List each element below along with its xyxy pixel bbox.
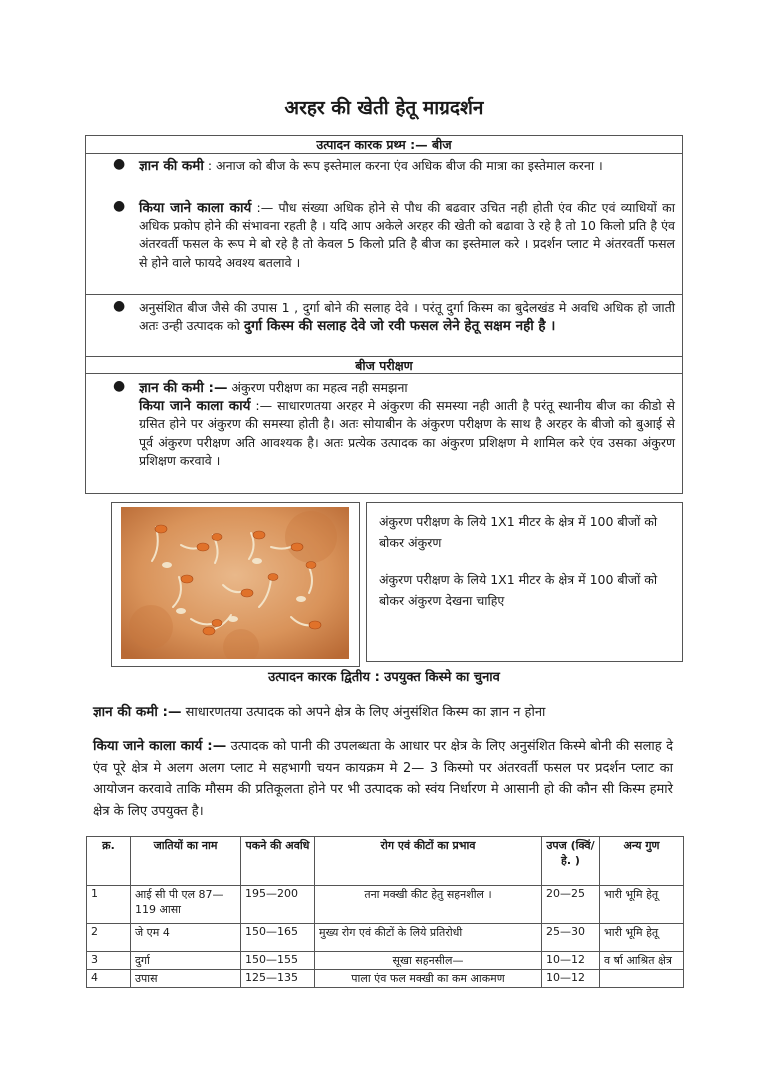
variety-gap-text: साधारणतया उत्पादक को अपने क्षेत्र के लिए अंनुसंशित किस्म का ज्ञान न होना (181, 705, 546, 720)
cell-pest: मुख्य रोग एवं कीटों के लिये प्रतिरोधी (315, 924, 542, 952)
caption-line-1: अंकुरण परीक्षण के लिये 1X1 मीटर के क्षेत्र में 100 बीजों को बोकर अंकुरण (379, 514, 658, 550)
cell-duration: 150—165 (241, 924, 315, 952)
germination-action-label: किया जाने काला कार्य (139, 398, 251, 415)
variety-action (93, 736, 673, 822)
cell-duration: 195—200 (241, 886, 315, 924)
germination-action-text: :— साधारणतया अरहर मे अंकुरण की समस्या नही आती है परंतू स्थानीय बीज का कीडो से ग्रसित होने पर अंकुरण की समस्या होती है। अतः सोयाबीन के अंकुरण परीक्षण के साथ है अरहर के बीजो को बुआई से पूर्व अंकुरण परीक्षण अति आवश्यक है। अतः प्रत्येक उत्पादक का अंकुरण प्रशिक्षण मे शामिल करे एंव उसका अंकुरण प्रशिक्षण करवावे । (139, 398, 675, 468)
bullet-icon: ● (113, 198, 126, 214)
cell-other: भारी भूमि हेतू (600, 886, 684, 924)
cell-yield: 10—12 (542, 970, 600, 988)
col-header-yield: उपज (क्विं/हे. ) (542, 837, 600, 886)
cell-duration: 150—155 (241, 952, 315, 970)
col-header-serial: क्र. (87, 837, 131, 886)
cell-pest: सूखा सहनसील— (315, 952, 542, 970)
cell-other: भारी भूमि हेतू (600, 924, 684, 952)
section1-header: उत्पादन कारक प्रथ्म :— बीज (86, 136, 682, 154)
page-title: अरहर की खेती हेतू माग्रदर्शन (284, 97, 484, 119)
bullet-icon: ● (113, 378, 126, 394)
col-header-duration: पकने की अवधि (241, 837, 315, 886)
table-row (87, 952, 684, 970)
action-text: :— पौध संख्या अधिक होने से पौध की बढवार उचित नही होती एंव कीट एवं व्याधियों का अधिक प्रकोप होने की संभावना रहती है । यदि आप अकेले अरहर की खेती को बढावा उे रहे है तो 10 किलो प्रति है एंव अंतरवर्ती फसल के रूप मे बो रहे है तो केवल 5 किलो प्रति है बीज का इस्तेमाल करे । प्रदर्शन प्लाट मे अंतरवर्ती फसल से होने वाले फायदे अवश्य बतलावे । (139, 200, 675, 270)
seed-section-box (85, 135, 683, 494)
cell-variety: दुर्गा (131, 952, 241, 970)
cell-yield: 25—30 (542, 924, 600, 952)
section2-header: बीज परीक्षण (86, 356, 682, 374)
cell-other: व र्षा आश्रित क्षेत्र (600, 952, 684, 970)
cell-serial: 1 (87, 886, 131, 924)
table-row (87, 886, 684, 924)
variety-action-label: किया जाने काला कार्य :— (93, 738, 227, 754)
germination-item (139, 379, 675, 470)
col-header-variety: जातियों का नाम (131, 837, 241, 886)
cell-pest: पाला एंव फल मक्खी का कम आकमण (315, 970, 542, 988)
divider (86, 294, 682, 295)
cell-duration: 125—135 (241, 970, 315, 988)
cell-pest: तना मक्खी कीट हेतु सहनशील । (315, 886, 542, 924)
cell-variety: उपास (131, 970, 241, 988)
col-header-pest: रोग एवं कीटों का प्रभाव (315, 837, 542, 886)
cell-serial: 3 (87, 952, 131, 970)
caption-line-2: अंकुरण परीक्षण के लिये 1X1 मीटर के क्षेत्र में 100 बीजों को बोकर अंकुरण देखना चाहिए (379, 572, 658, 608)
recommended-seed-item (139, 299, 675, 335)
variety-gap-label: ज्ञान की कमी :— (93, 704, 182, 720)
bullet-icon: ● (113, 298, 126, 314)
caption-box (366, 502, 683, 662)
knowledge-gap-item (139, 157, 675, 175)
bullet-icon: ● (113, 156, 126, 172)
col-header-other: अन्य गुण (600, 837, 684, 886)
table-row (87, 970, 684, 988)
cell-serial: 4 (87, 970, 131, 988)
knowledge-gap-label: ज्ञान की कमी (139, 158, 204, 174)
germination-gap-label: ज्ञान की कमी :— (139, 380, 228, 396)
table-row (87, 924, 684, 952)
knowledge-gap-text: : अनाज को बीज के रूप इस्तेमाल करना एंव अधिक बीज की मात्रा का इस्तेमाल करना । (203, 158, 603, 173)
cell-variety: जे एम 4 (131, 924, 241, 952)
varieties-table (86, 836, 684, 988)
recommended-seed-text: अनुसंशित बीज जैसे की उपास 1 , दुर्गा बोने की सलाह देवे । परंतू दुर्गा किस्म का बुदेलखंड मे अवधि अधिक हो जाती अतः उन्ही उत्पादक को (139, 300, 675, 334)
action-label: किया जाने काला कार्य (139, 200, 252, 216)
germination-photo (121, 507, 349, 659)
cell-yield: 20—25 (542, 886, 600, 924)
variety-action-text: उत्पादक को पानी की उपलब्धता के आधार पर क्षेत्र के लिए अनुसंशित किस्मे बोनी की सलाह दे एंव पूरे क्षेत्र मे अलग अलग प्लाट मे सहभागी चयन कायक्रम मे 2— 3 किस्मो पर अंतरवर्ती फसल पर प्रदर्शन प्लाट का आयोजन करवावे ताकि मौसम की प्रतिकूलता होने पर भी उत्पादक को स्वंय निर्धारण मे आसानी हो की कौन सी किस्म हमारे क्षेत्र के लिए उपयुक्त है। (93, 739, 673, 819)
cell-serial: 2 (87, 924, 131, 952)
cell-variety: आई सी पी एल 87—119 आसा (131, 886, 241, 924)
table-header-row (87, 837, 684, 886)
cell-yield: 10—12 (542, 952, 600, 970)
section3-header: उत्पादन कारक द्वितीय : उपयुक्त किस्मे का चुनाव (268, 670, 500, 685)
recommended-seed-bold: दुर्गा किस्म की सलाह देवे जो रवी फसल लेने हेतू सक्षम नही है । (243, 318, 556, 335)
variety-knowledge-gap (93, 702, 673, 724)
cell-other (600, 970, 684, 988)
action-item (139, 199, 675, 272)
germination-gap-text: अंकुरण परीक्षण का महत्व नही समझना (227, 380, 408, 395)
